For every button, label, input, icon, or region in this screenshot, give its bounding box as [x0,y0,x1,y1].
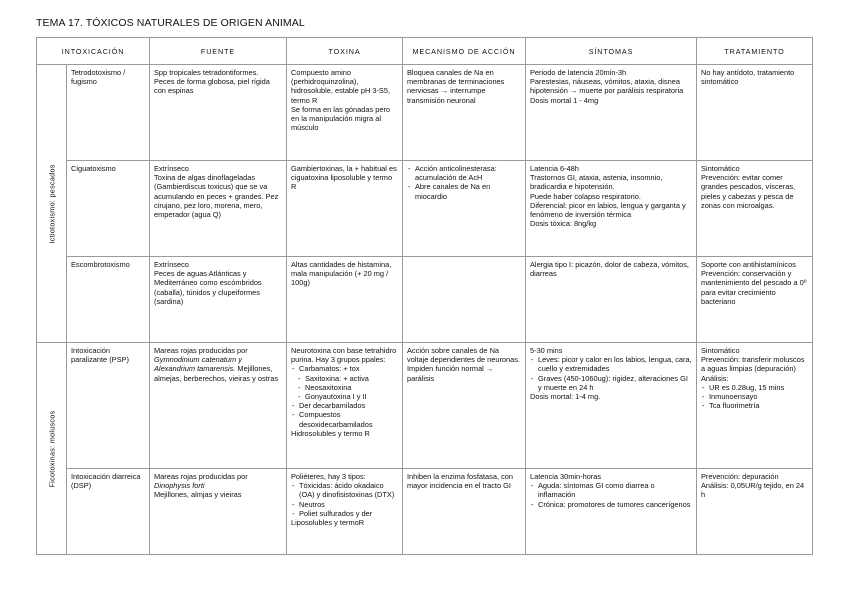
header-fuente: FUENTE [150,38,287,65]
intoxicacion-cell: Intoxicación diarreica (DSP) [67,469,150,555]
mecanismo-cell: Acción sobre canales de Na voltaje dependientes de neuronas. Impiden función normal → parálisis [403,343,526,469]
fuente-cell: Extrínseco Peces de aguas Atlánticas y Mediterráneo como escómbridos (caballa), túnidos y clupeiformes (sardina) [150,257,287,343]
header-toxina: TOXINA [287,38,403,65]
fuente-cell: Mareas rojas producidas por Gymnodinium catenatum y Alexandrium tamarensis. Mejillones, almejas, berberechos, vieiras y ostras [150,343,287,469]
toxins-table [36,37,813,555]
mecanismo-cell [403,257,526,343]
fuente-cell: Spp tropicales tetradontiformes. Peces de forma globosa, piel rígida con espinas [150,65,287,161]
tratamiento-cell: No hay antídoto, tratamiento sintomático [697,65,813,161]
table-row [37,343,813,469]
intoxicacion-cell: Escombrotoxismo [67,257,150,343]
sintomas-cell: Latencia 6-48h Trastornos GI, ataxia, astenia, insomnio, bradicardia e hipotensión. Puede haber colapso respiratorio. Diferencial: picor en labios, lengua y garganta y fenómeno de inversión térmica Dosis tóxica: 8ng/kg [526,161,697,257]
toxina-cell: Neurotoxina con base tetrahidro purina. Hay 3 grupos ppales: - Carbamatos: + tox - Saxitoxina: + activa - Neosaxitoxina - Gonyautoxina I y II - Der decarbamilados - Compuestos desoxidecarbamilados Hidrosolubles y termo R [287,343,403,469]
toxina-cell: Altas cantidades de histamina, mala manipulación (+ 20 mg / 100g) [287,257,403,343]
mecanismo-cell: Inhiben la enzima fosfatasa, con mayor incidencia en el tracto GI [403,469,526,555]
group-cell-ictiotoxismo [37,65,67,343]
tratamiento-cell: Sintomático Prevención: transferir moluscos a aguas limpias (depuración) Análisis: - UR es 0.28ug, 15 mins - Inmunoensayo - Tca fluorimetría [697,343,813,469]
header-sintomas: SÍNTOMAS [526,38,697,65]
sintomas-cell: 5-30 mins - Leves: picor y calor en los labios, lengua, cara, cuello y extremidades - Graves (450-1060ug): rigidez, alteraciones GI y muerte en 24 h Dosis mortal: 1-4 mg. [526,343,697,469]
toxina-cell: Poliéteres, hay 3 tipos: - Tóxicidas: ácido okadaico (OA) y dinofisistoxinas (DTX) - Neutros - Poliet sulfurados y der Liposolubles y termoR [287,469,403,555]
fuente-cell: Mareas rojas producidas por Dinophysis forti Mejillones, almjas y vieiras [150,469,287,555]
toxina-cell: Compuesto amino (perhidroquinzolina), hidrosoluble, estable pH 3-S5, termo R Se forma en las gónadas pero en la manipulación migra al músculo [287,65,403,161]
sintomas-cell: Alergia tipo I: picazón, dolor de cabeza, vómitos, diarreas [526,257,697,343]
header-tratamiento: TRATAMIENTO [697,38,813,65]
tratamiento-cell: Sintomático Prevención: evitar comer grandes pescados, vísceras, pieles y cabezas y pesca de zonas con microalgas. [697,161,813,257]
table-row [37,161,813,257]
tratamiento-cell: Prevención: depuración Análisis: 0,05UR/g tejido, en 24 h [697,469,813,555]
mecanismo-cell: Bloquea canales de Na en membranas de terminaciones nerviosas → interrumpe transmisión neuronal [403,65,526,161]
intoxicacion-cell: Ciguatoxismo [67,161,150,257]
sintomas-cell: Latencia 30min-horas - Aguda: síntomas GI como diarrea o inflamación - Crónica: promotores de tumores cancerígenos [526,469,697,555]
intoxicacion-cell: Tetrodotoxismo / fugismo [67,65,150,161]
header-mecanismo: MECANISMO DE ACCIÓN [403,38,526,65]
intoxicacion-cell: Intoxicación paralizante (PSP) [67,343,150,469]
group-label: Ficotoxinas: moluscos [46,409,56,488]
table-row [37,65,813,161]
document-title: TEMA 17. TÓXICOS NATURALES DE ORIGEN ANIMAL [36,17,305,29]
group-label: Ictiotoxismo: pescados [46,163,56,244]
header-intoxicacion: INTOXICACIÓN [37,38,150,65]
toxina-cell: Gambiertoxinas, la + habitual es ciguatoxina liposoluble y termo R [287,161,403,257]
table-row [37,469,813,555]
tratamiento-cell: Soporte con antihistamínicos Prevención: conservación y mantenimiento del pescado a 0º para evitar crecimiento bacteriano [697,257,813,343]
table-row [37,257,813,343]
sintomas-cell: Periodo de latencia 20min-3h Parestesias, náuseas, vómitos, ataxia, disnea hipotensión → muerte por parálisis respiratoria Dosis mortal 1 - 4mg [526,65,697,161]
fuente-cell: Extrínseco Toxina de algas dinoflageladas (Gambierdiscus toxicus) que se va acumulando en peces + grandes. Pez cirujano, pez loro, morena, mero, emperador (agua Q) [150,161,287,257]
group-cell-ficotoxinas [37,343,67,555]
header-row [37,38,813,65]
mecanismo-cell: - Acción anticolinesterasa: acumulación de AcH - Abre canales de Na en miocardio [403,161,526,257]
